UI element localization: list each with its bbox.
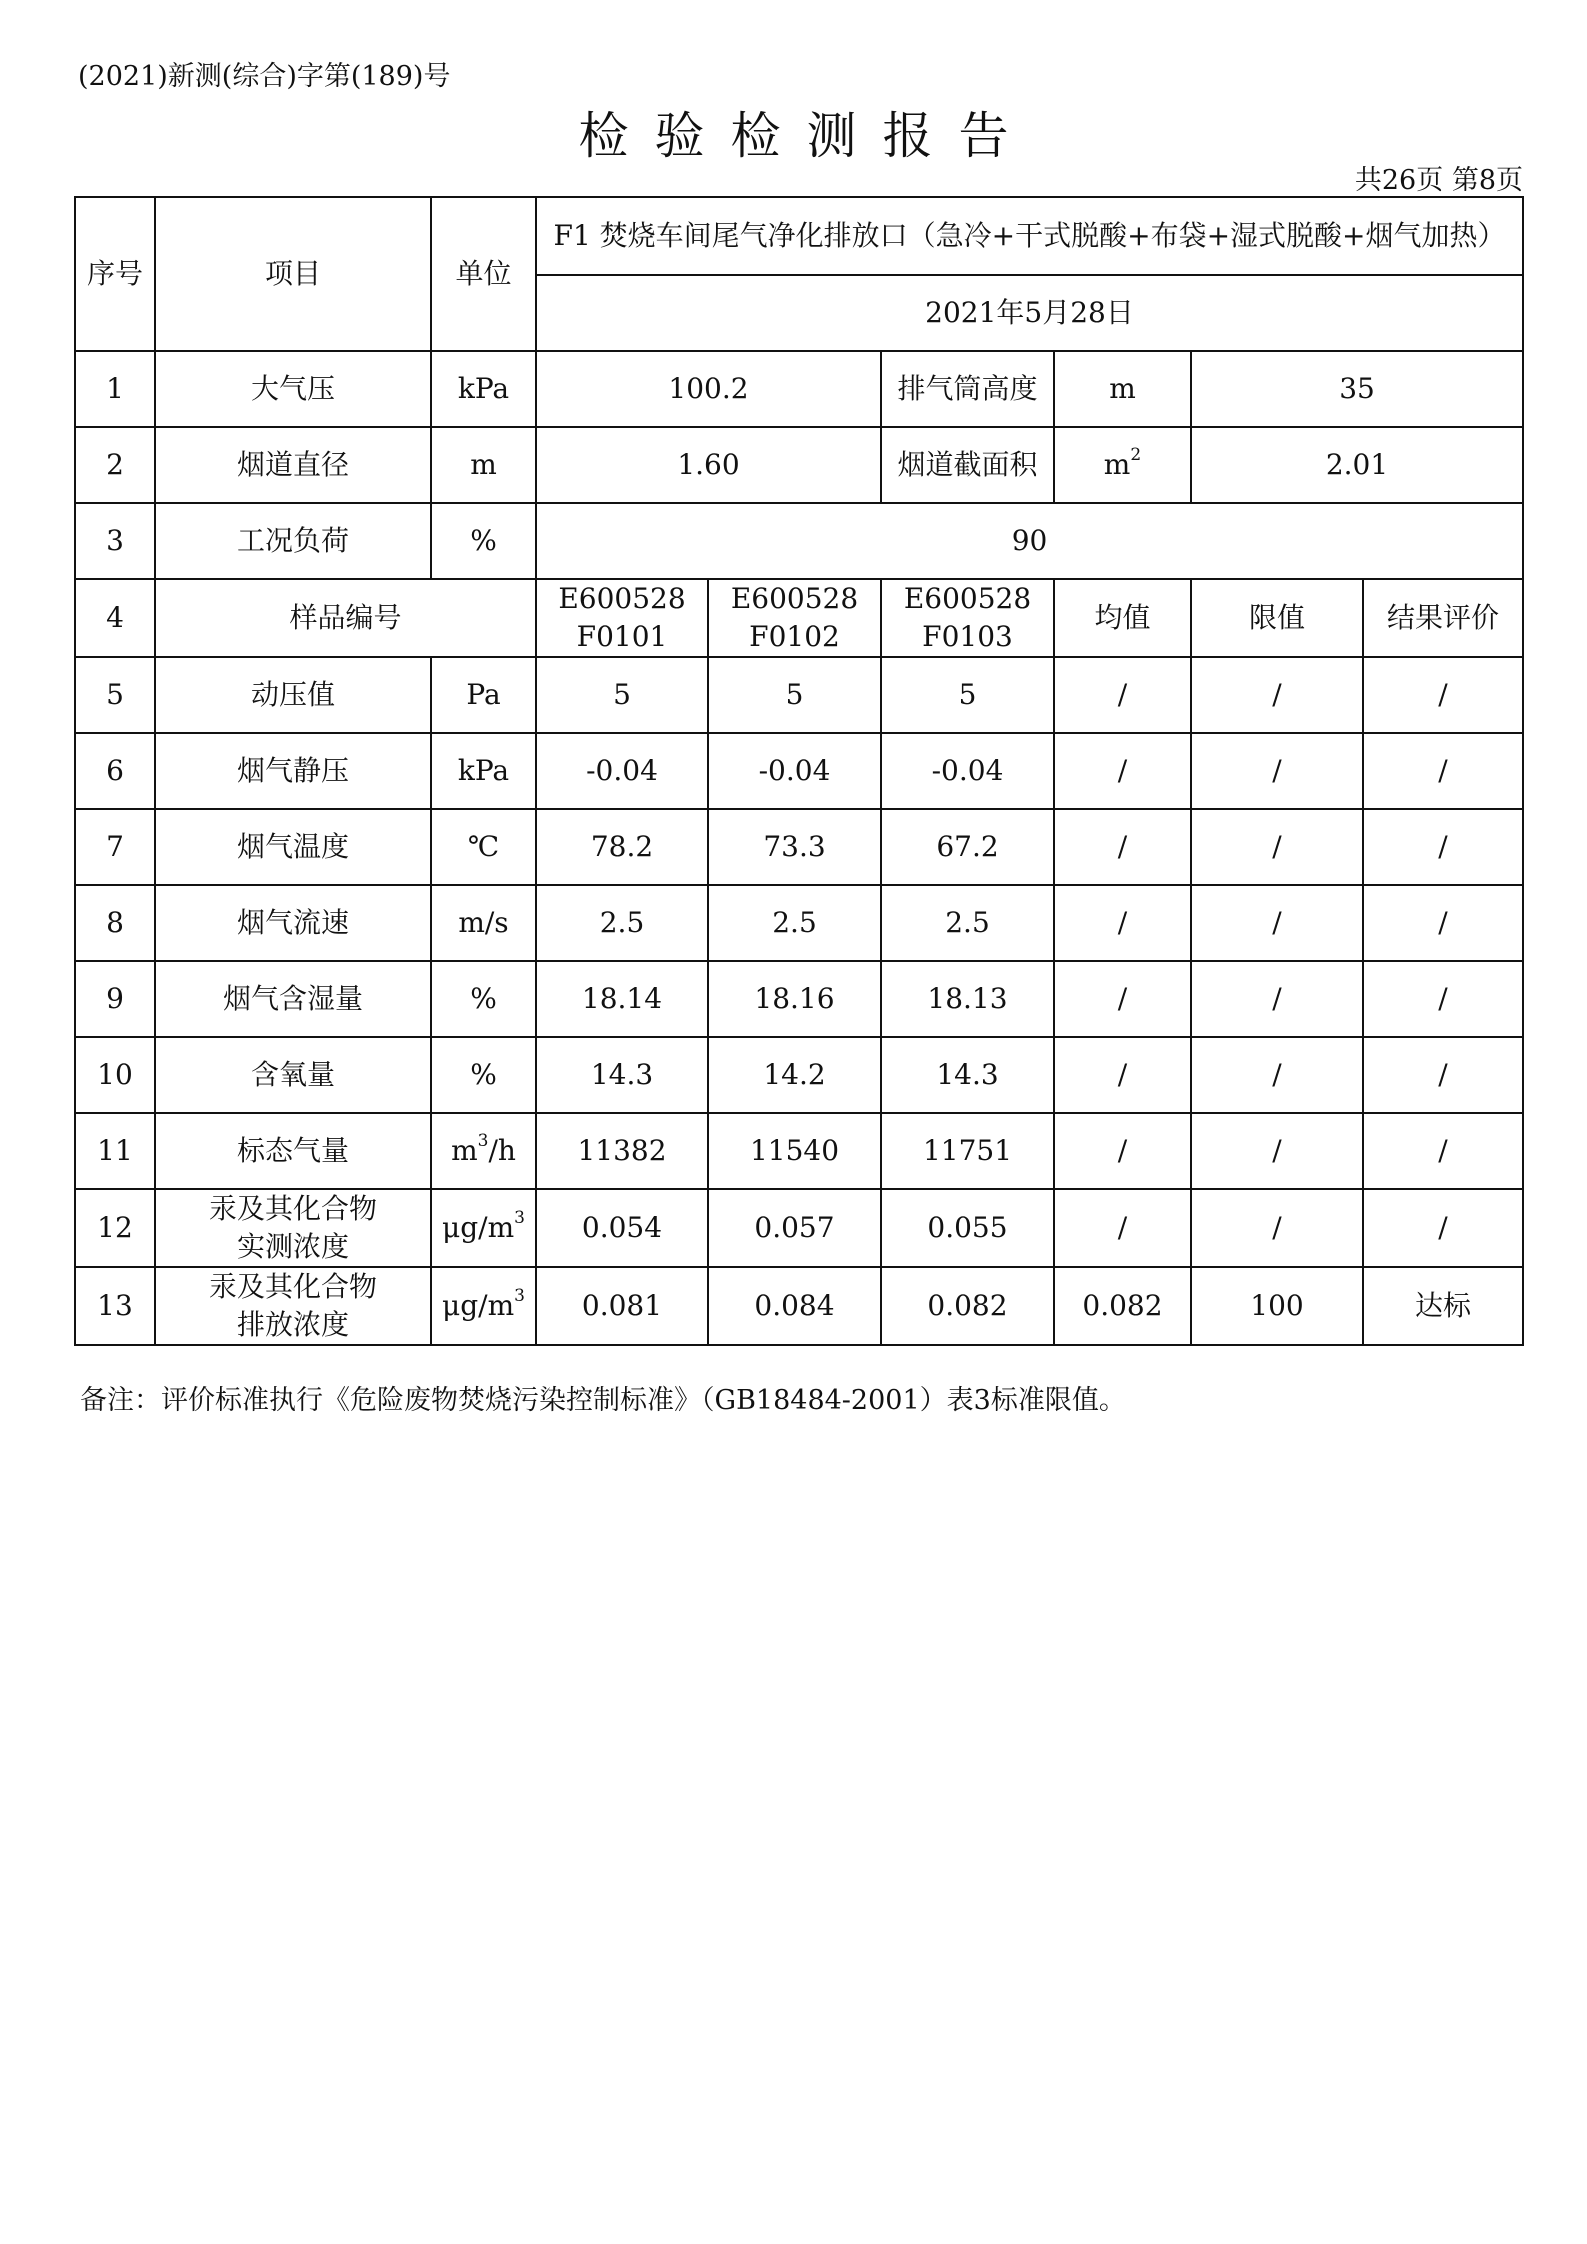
row-value-2: 11540 xyxy=(708,1113,881,1189)
row-seq: 12 xyxy=(75,1189,155,1267)
row-value-1: 78.2 xyxy=(536,809,708,885)
row-item: 烟气含湿量 xyxy=(155,961,431,1037)
row-value-2: 14.2 xyxy=(708,1037,881,1113)
row-seq: 6 xyxy=(75,733,155,809)
row-seq: 8 xyxy=(75,885,155,961)
row-average: / xyxy=(1054,1037,1191,1113)
row-item-line: 排放浓度 xyxy=(236,1308,349,1341)
remark-note: 备注：评价标准执行《危险废物焚烧污染控制标准》（GB18484-2001）表3标准限值。 xyxy=(80,1385,1126,1416)
row-limit: / xyxy=(1191,961,1363,1037)
page-title: 检验检测报告 xyxy=(578,107,1035,165)
row-value-1: 14.3 xyxy=(536,1037,708,1113)
row-value-3: 67.2 xyxy=(881,809,1054,885)
row-item: 含氧量 xyxy=(155,1037,431,1113)
sample-id-line: F0102 xyxy=(749,620,840,653)
row-result: / xyxy=(1363,1189,1523,1267)
row-result: / xyxy=(1363,733,1523,809)
table-row xyxy=(75,961,1523,1037)
row-item-line: 实测浓度 xyxy=(236,1230,349,1263)
row-item: 标态气量 xyxy=(155,1113,431,1189)
row-limit: / xyxy=(1191,733,1363,809)
row-item: 大气压 xyxy=(155,351,431,427)
monitoring-table xyxy=(74,196,1524,1346)
table-row xyxy=(75,657,1523,733)
row-seq: 2 xyxy=(75,427,155,503)
sampling-date: 2021年5月28日 xyxy=(536,275,1523,351)
row-unit: kPa xyxy=(431,351,536,427)
row-result: / xyxy=(1363,961,1523,1037)
row-average: / xyxy=(1054,885,1191,961)
row-item: 动压值 xyxy=(155,657,431,733)
row-item: 烟气温度 xyxy=(155,809,431,885)
unit-base: μg/m xyxy=(442,1289,515,1322)
sample-id-line: E600528 xyxy=(903,582,1032,615)
row-average: / xyxy=(1054,809,1191,885)
row-item: 工况负荷 xyxy=(155,503,431,579)
row-value: 100.2 xyxy=(536,351,881,427)
row-value-2: 2.5 xyxy=(708,885,881,961)
sampling-location: F1 焚烧车间尾气净化排放口（急冷+干式脱酸+布袋+湿式脱酸+烟气加热） xyxy=(536,197,1523,275)
row-value-1: 0.054 xyxy=(536,1189,708,1267)
row-value-3: 2.5 xyxy=(881,885,1054,961)
row-unit xyxy=(431,1267,536,1345)
row-limit: / xyxy=(1191,657,1363,733)
row-seq: 9 xyxy=(75,961,155,1037)
row-seq: 3 xyxy=(75,503,155,579)
sample-id-line: F0101 xyxy=(576,620,668,653)
row-seq: 13 xyxy=(75,1267,155,1345)
header-average: 均值 xyxy=(1054,579,1191,657)
unit-base: μg/m xyxy=(442,1211,515,1244)
sample-id-line: E600528 xyxy=(558,582,686,615)
row-limit: / xyxy=(1191,1113,1363,1189)
table-row xyxy=(75,503,1523,579)
row-item: 烟气静压 xyxy=(155,733,431,809)
row-value-1: 5 xyxy=(536,657,708,733)
row-value-3: -0.04 xyxy=(881,733,1054,809)
sample-id-line: E600528 xyxy=(730,582,859,615)
row-value-2: 2.01 xyxy=(1191,427,1523,503)
row-limit: / xyxy=(1191,1189,1363,1267)
sample-id-1 xyxy=(536,579,708,657)
row-value-1: 0.081 xyxy=(536,1267,708,1345)
table-row xyxy=(75,1037,1523,1113)
unit-tail: /h xyxy=(488,1134,516,1167)
row-value-2: 5 xyxy=(708,657,881,733)
header-result: 结果评价 xyxy=(1363,579,1523,657)
table-header-row xyxy=(75,197,1523,275)
row-unit-2 xyxy=(1054,427,1191,503)
row-average: / xyxy=(1054,1189,1191,1267)
row-item-2: 烟道截面积 xyxy=(881,427,1054,503)
row-value-2: 0.057 xyxy=(708,1189,881,1267)
sample-id-2 xyxy=(708,579,881,657)
row-seq: 1 xyxy=(75,351,155,427)
row-value: 90 xyxy=(536,503,1523,579)
unit-superscript: 2 xyxy=(1130,445,1142,465)
report-number: (2021)新测(综合)字第(189)号 xyxy=(78,61,451,92)
row-value-3: 14.3 xyxy=(881,1037,1054,1113)
unit-superscript: 3 xyxy=(514,1286,525,1306)
row-unit xyxy=(431,1189,536,1267)
sample-id-line: F0103 xyxy=(922,620,1013,653)
row-item-line: 汞及其化合物 xyxy=(208,1270,377,1303)
row-seq: 4 xyxy=(75,579,155,657)
unit-base: m xyxy=(451,1134,478,1167)
row-value-2: 18.16 xyxy=(708,961,881,1037)
row-value-1: 18.14 xyxy=(536,961,708,1037)
row-result: / xyxy=(1363,1113,1523,1189)
row-unit-2: m xyxy=(1054,351,1191,427)
row-result: / xyxy=(1363,809,1523,885)
page-indicator: 共26页 第8页 xyxy=(1354,165,1523,196)
row-value-3: 11751 xyxy=(881,1113,1054,1189)
header-unit: 单位 xyxy=(431,197,536,351)
row-average: 0.082 xyxy=(1054,1267,1191,1345)
row-seq: 7 xyxy=(75,809,155,885)
row-unit: kPa xyxy=(431,733,536,809)
row-average: / xyxy=(1054,1113,1191,1189)
row-item xyxy=(155,1267,431,1345)
row-unit: ℃ xyxy=(431,809,536,885)
row-value-2: 73.3 xyxy=(708,809,881,885)
table-row xyxy=(75,1113,1523,1189)
row-result: / xyxy=(1363,1037,1523,1113)
row-item: 样品编号 xyxy=(155,579,536,657)
row-value-1: 2.5 xyxy=(536,885,708,961)
unit-base: m xyxy=(1103,448,1131,481)
row-value-1: 11382 xyxy=(536,1113,708,1189)
table-row xyxy=(75,427,1523,503)
row-item: 烟道直径 xyxy=(155,427,431,503)
row-value-2: 35 xyxy=(1191,351,1523,427)
row-value-3: 5 xyxy=(881,657,1054,733)
row-unit: % xyxy=(431,503,536,579)
table-row xyxy=(75,809,1523,885)
row-unit: Pa xyxy=(431,657,536,733)
row-limit: / xyxy=(1191,885,1363,961)
unit-superscript: 3 xyxy=(514,1208,525,1228)
row-item: 烟气流速 xyxy=(155,885,431,961)
row-result: / xyxy=(1363,885,1523,961)
row-average: / xyxy=(1054,657,1191,733)
row-value-2: 0.084 xyxy=(708,1267,881,1345)
header-seq: 序号 xyxy=(75,197,155,351)
row-unit: % xyxy=(431,961,536,1037)
row-unit: m xyxy=(431,427,536,503)
row-unit xyxy=(431,1113,536,1189)
row-average: / xyxy=(1054,733,1191,809)
row-item-line: 汞及其化合物 xyxy=(208,1192,377,1225)
table-row xyxy=(75,1189,1523,1267)
row-value-3: 0.055 xyxy=(881,1189,1054,1267)
row-seq: 11 xyxy=(75,1113,155,1189)
row-result: / xyxy=(1363,657,1523,733)
header-item: 项目 xyxy=(155,197,431,351)
row-value: 1.60 xyxy=(536,427,881,503)
row-value-1: -0.04 xyxy=(536,733,708,809)
row-seq: 10 xyxy=(75,1037,155,1113)
row-item-2: 排气筒高度 xyxy=(881,351,1054,427)
row-average: / xyxy=(1054,961,1191,1037)
sample-id-3 xyxy=(881,579,1054,657)
row-value-2: -0.04 xyxy=(708,733,881,809)
row-value-3: 18.13 xyxy=(881,961,1054,1037)
row-result: 达标 xyxy=(1363,1267,1523,1345)
table-row xyxy=(75,733,1523,809)
header-limit: 限值 xyxy=(1191,579,1363,657)
row-item xyxy=(155,1189,431,1267)
row-unit: % xyxy=(431,1037,536,1113)
table-row xyxy=(75,579,1523,657)
table-row xyxy=(75,885,1523,961)
row-unit: m/s xyxy=(431,885,536,961)
row-seq: 5 xyxy=(75,657,155,733)
table-row xyxy=(75,1267,1523,1345)
table-row xyxy=(75,351,1523,427)
row-limit: / xyxy=(1191,1037,1363,1113)
row-limit: / xyxy=(1191,809,1363,885)
row-limit: 100 xyxy=(1191,1267,1363,1345)
unit-superscript: 3 xyxy=(477,1131,489,1151)
row-value-3: 0.082 xyxy=(881,1267,1054,1345)
